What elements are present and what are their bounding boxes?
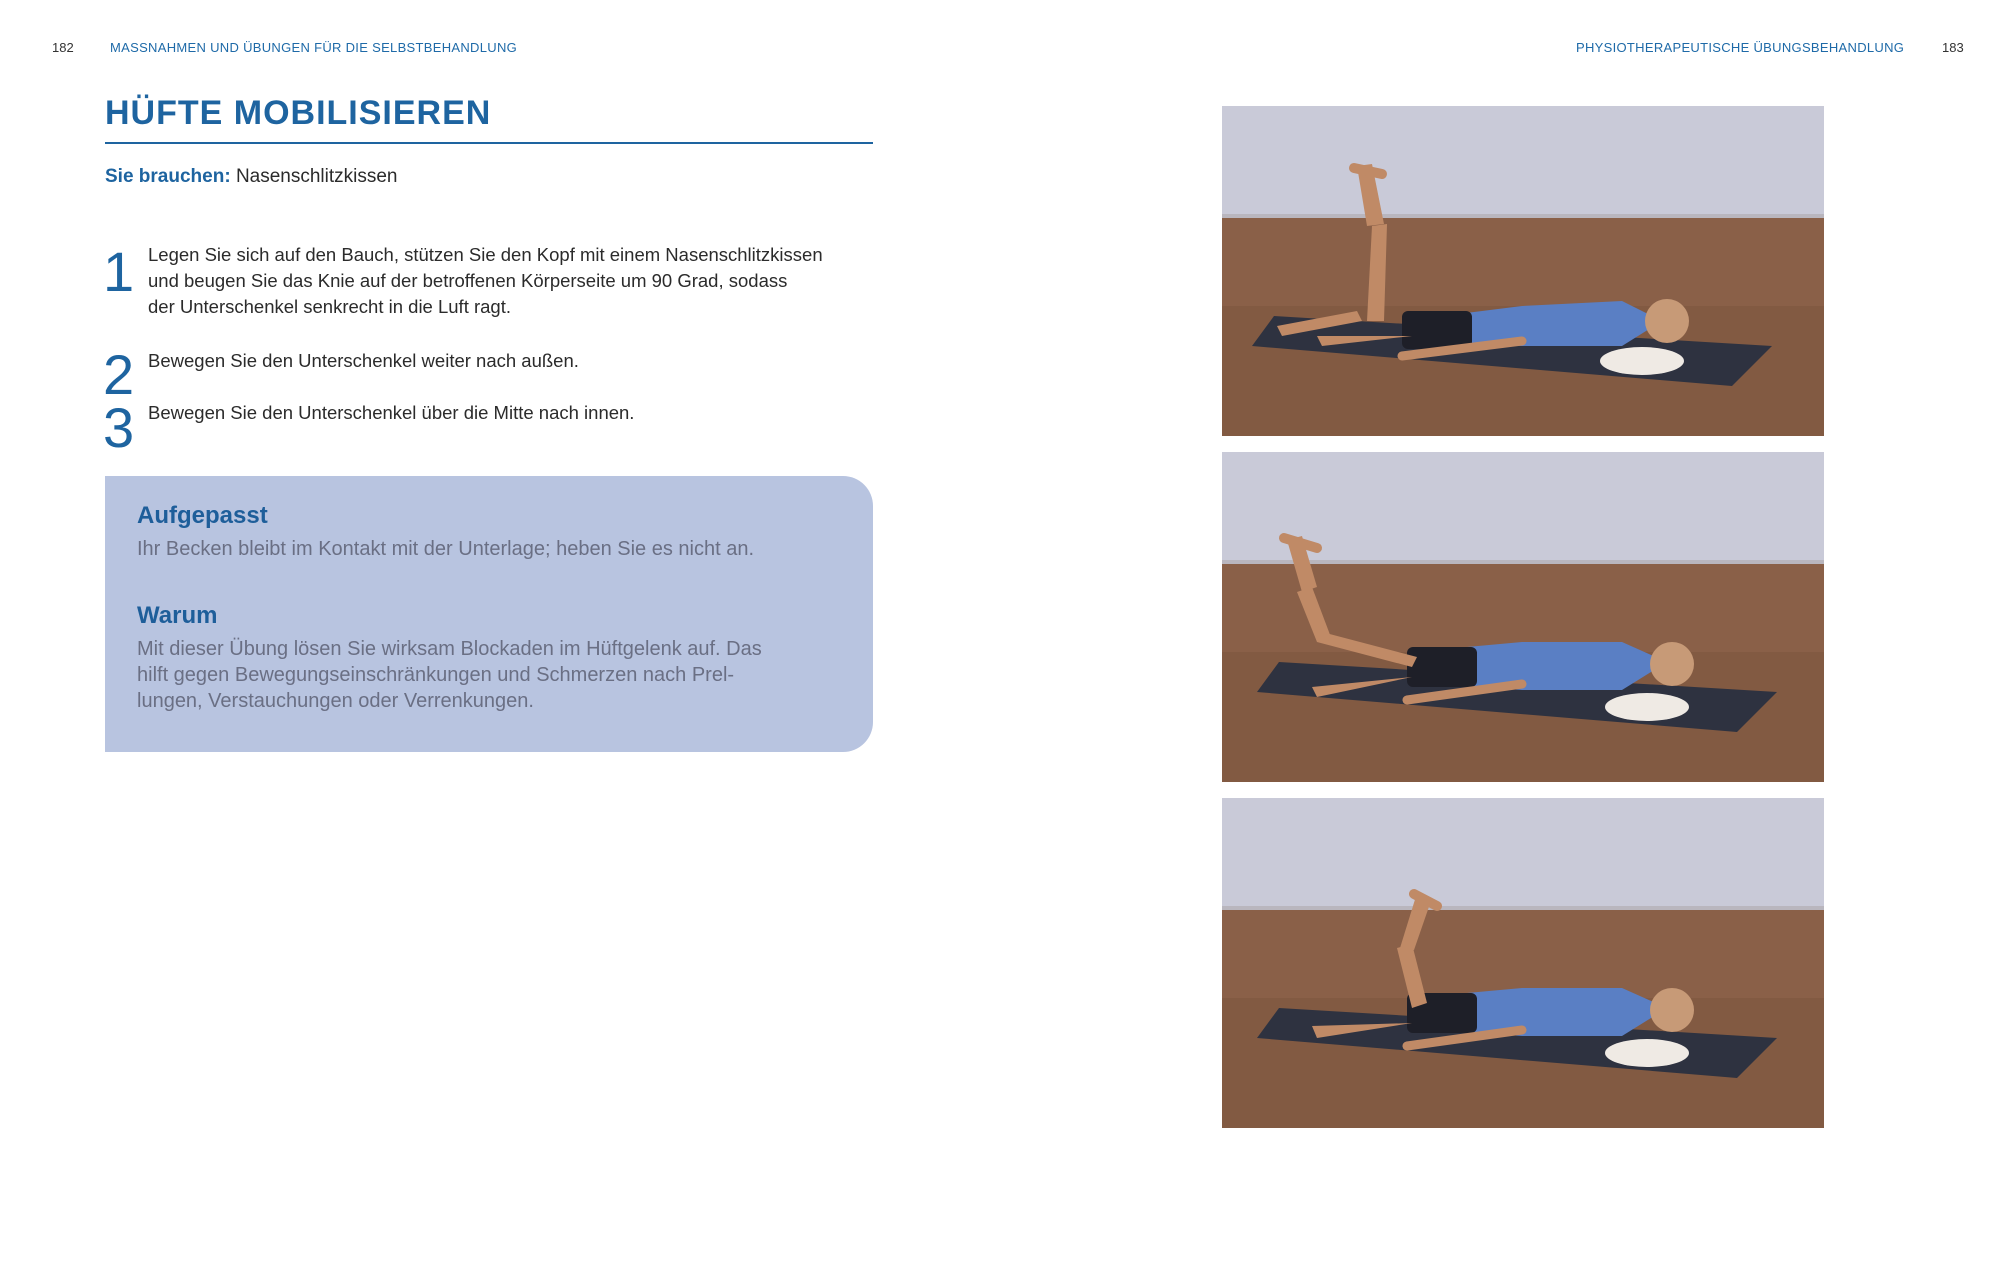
caution-text: Ihr Becken bleibt im Kontakt mit der Unterlage; heben Sie es nicht an. bbox=[137, 538, 755, 560]
step-2-number: 2 bbox=[103, 343, 135, 406]
step-2-text bbox=[148, 348, 878, 374]
right-page-number: 183 bbox=[1942, 40, 1964, 55]
step-1-line-1: Legen Sie sich auf den Bauch, stützen Sie den Kopf mit einem Nasenschlitzkissen bbox=[148, 244, 823, 265]
page-title: HÜFTE MOBILISIEREN bbox=[105, 94, 492, 132]
caution-heading: Aufgepasst bbox=[137, 502, 268, 529]
exercise-photo-leg-out-icon bbox=[1222, 452, 1824, 782]
step-3-text bbox=[148, 400, 878, 426]
exercise-photo-leg-up-icon bbox=[1222, 106, 1824, 436]
step-1-text bbox=[148, 242, 878, 320]
left-page-number: 182 bbox=[52, 40, 74, 55]
step-3-number: 3 bbox=[103, 396, 135, 459]
step-2-line-1: Bewegen Sie den Unterschenkel weiter nach außen. bbox=[148, 350, 579, 371]
right-running-title: PHYSIOTHERAPEUTISCHE ÜBUNGSBEHANDLUNG bbox=[1576, 40, 1905, 55]
why-line-3: lungen, Verstauchungen oder Verrenkungen. bbox=[137, 690, 534, 712]
why-heading: Warum bbox=[137, 602, 218, 629]
step-1-line-2: und beugen Sie das Knie auf der betroffenen Körperseite um 90 Grad, sodass bbox=[148, 270, 788, 291]
step-1-line-3: der Unterschenkel senkrecht in die Luft ragt. bbox=[148, 296, 511, 317]
why-line-2: hilft gegen Bewegungseinschränkungen und Schmerzen nach Prel- bbox=[137, 664, 735, 686]
step-3-line-1: Bewegen Sie den Unterschenkel über die Mitte nach innen. bbox=[148, 402, 635, 423]
needs-line bbox=[105, 166, 398, 188]
step-1-number: 1 bbox=[103, 240, 135, 303]
needs-value: Nasenschlitzkissen bbox=[235, 166, 398, 187]
why-text bbox=[137, 636, 847, 714]
needs-label: Sie brauchen: bbox=[105, 166, 231, 187]
exercise-photo-leg-in-icon bbox=[1222, 798, 1824, 1128]
why-line-1: Mit dieser Übung lösen Sie wirksam Blockaden im Hüftgelenk auf. Das bbox=[137, 638, 762, 660]
info-box bbox=[105, 476, 873, 752]
title-underline bbox=[105, 142, 873, 144]
left-running-title: MASSNAHMEN UND ÜBUNGEN FÜR DIE SELBSTBEHANDLUNG bbox=[110, 40, 518, 55]
